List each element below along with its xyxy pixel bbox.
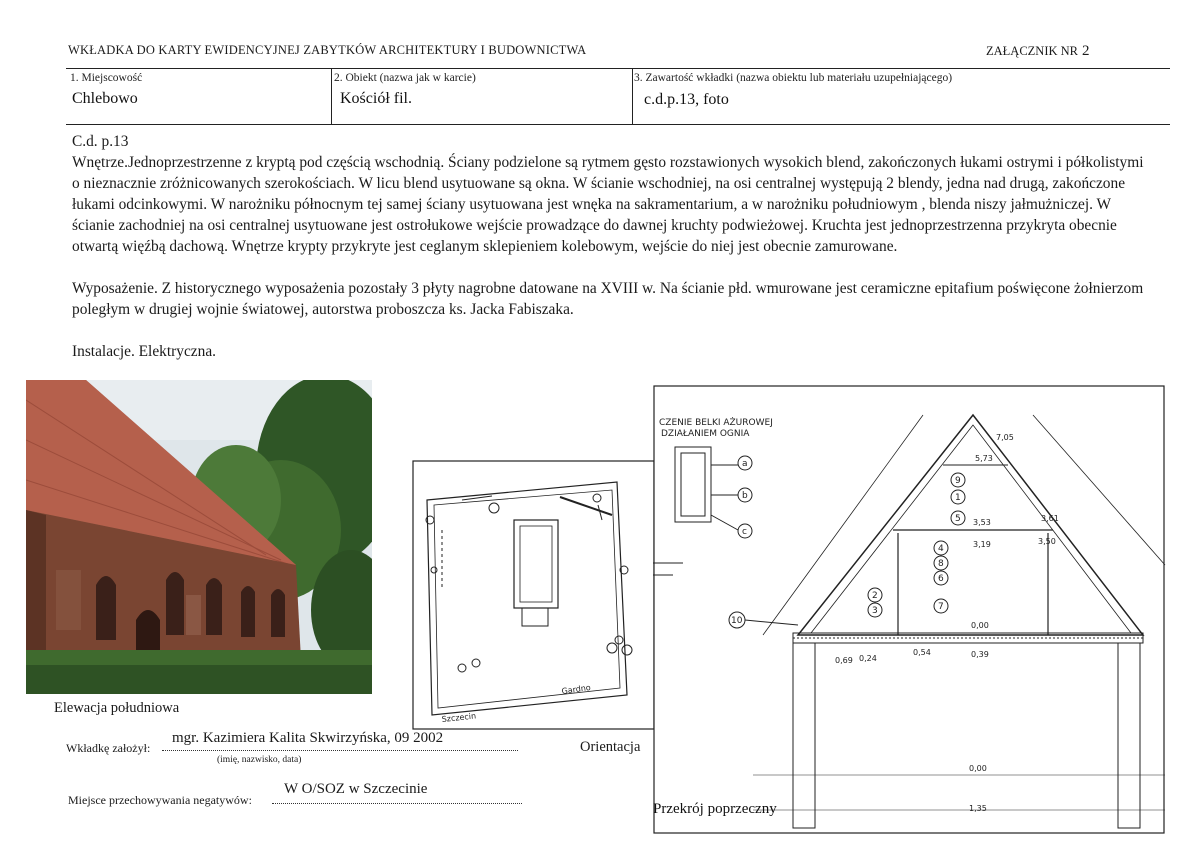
attachment-label-text: ZAŁĄCZNIK NR (986, 44, 1079, 58)
cross-section-svg (653, 385, 1166, 835)
form-title: WKŁADKA DO KARTY EWIDENCYJNEJ ZABYTKÓW ARCHITEKTURY I BUDOWNICTWA (68, 43, 587, 57)
marker-6: 6 (938, 574, 944, 584)
section-note-1: CZENIE BELKI AŻUROWEJ (659, 418, 773, 428)
attachment-number: 2 (1082, 43, 1090, 59)
negatives-value: W O/SOZ w Szczecinie (284, 781, 428, 797)
installations-paragraph: Instalacje. Elektryczna. (72, 343, 216, 360)
section-caption: Przekrój poprzeczny (653, 801, 777, 817)
attachment-label (986, 43, 1090, 60)
level-11: 0,39 (971, 650, 989, 659)
locality-value: Chlebowo (72, 90, 138, 107)
orientation-plan-drawing (412, 460, 655, 730)
cross-section-drawing (653, 385, 1166, 835)
church-photo-drawing (26, 380, 372, 694)
marker-a: a (742, 459, 748, 469)
field-divider-2 (632, 68, 633, 124)
marker-5: 5 (955, 514, 961, 524)
object-label: 2. Obiekt (nazwa jak w karcie) (334, 72, 476, 84)
author-hint: (imię, nazwisko, data) (217, 755, 302, 765)
photo-caption: Elewacja południowa (54, 700, 180, 716)
furnishings-paragraph: Wyposażenie. Z historycznego wyposażenia pozostały 3 płyty nagrobne datowane na XVIII w. Na ścianie płd. wmurowane jest ceramiczne epitafium poświęcone żołnierzom poległym w drugiej wojnie światowej, autorstwa proboszcza ks. Jacka Fabiszaka. (72, 280, 1144, 318)
level-9: 0,24 (859, 654, 877, 663)
interior-paragraph: Wnętrze.Jednoprzestrzenne z kryptą pod częścią wschodnią. Ściany podzielone są rytmem gęsto rozstawionych wysokich blend, zakończonych łukami ostrymi i półkolistymi o nieznacznie zróżnicowanych szerokościach. W licu blend usytuowane są okna. W ścianie wschodniej, na osi centralnej występują 2 blendy, jedna nad drugą, zakończone łukami odcinkowymi. W narożniku północnym tej samej ściany usytuowana jest wnęka na sakramentarium, a w narożniku południowym , blenda niszy jałmużniczej. W ścianie zachodniej na osi centralnej usytuowane jest ostrołukowe wejście prowadzące do dawnej kruchty podwieżowej. Kruchta jest jednoprzestrzenna przykryta obecnie otwartą więźbą dachową. Wnętrze krypty przykryte jest ceglanym sklepieniem kolebowym, wejście do niej jest obecnie zamurowane. (72, 154, 1144, 255)
content-label: 3. Zawartość wkładki (nazwa obiektu lub materiału uzupełniającego) (634, 72, 953, 84)
locality-label: 1. Miejscowość (70, 72, 143, 84)
plan-label-bottom: Szczecin (441, 711, 477, 724)
header-rule-bottom (66, 124, 1170, 125)
plan-caption: Orientacja (580, 739, 641, 755)
level-3: 3,53 (973, 518, 991, 527)
level-12: 0,00 (969, 764, 987, 773)
content-value: c.d.p.13, foto (644, 91, 729, 108)
marker-c: c (742, 527, 747, 537)
marker-2: 2 (872, 591, 878, 601)
level-13: 1,35 (969, 804, 987, 813)
author-label: Wkładkę założył: (66, 741, 151, 755)
marker-b: b (742, 491, 748, 501)
marker-8: 8 (938, 559, 944, 569)
level-6: 3,50 (1038, 537, 1056, 546)
document-body (72, 131, 1147, 362)
level-4: 3,61 (1041, 514, 1059, 523)
marker-9: 9 (955, 476, 961, 486)
field-divider-1 (331, 68, 332, 124)
header-rule-top (66, 68, 1170, 69)
level-8: 0,69 (835, 656, 853, 665)
orientation-plan (412, 460, 655, 730)
author-value: mgr. Kazimiera Kalita Skwirzyńska, 09 2002 (172, 730, 444, 746)
level-2: 5,73 (975, 454, 993, 463)
marker-3: 3 (872, 606, 878, 616)
level-1: 7,05 (996, 433, 1014, 442)
object-value: Kościół fil. (340, 90, 412, 107)
marker-7: 7 (938, 602, 944, 612)
level-5: 3,19 (973, 540, 991, 549)
marker-10: 10 (731, 616, 743, 626)
continuation-heading: C.d. p.13 (72, 133, 129, 150)
plan-label-right: Gardno (561, 682, 592, 696)
negatives-label: Miejsce przechowywania negatywów: (68, 793, 252, 807)
level-7: 0,00 (971, 621, 989, 630)
marker-1: 1 (955, 493, 961, 503)
marker-4: 4 (938, 544, 944, 554)
section-note-2: DZIAŁANIEM OGNIA (661, 429, 750, 439)
church-photo (26, 380, 372, 694)
level-10: 0,54 (913, 648, 931, 657)
